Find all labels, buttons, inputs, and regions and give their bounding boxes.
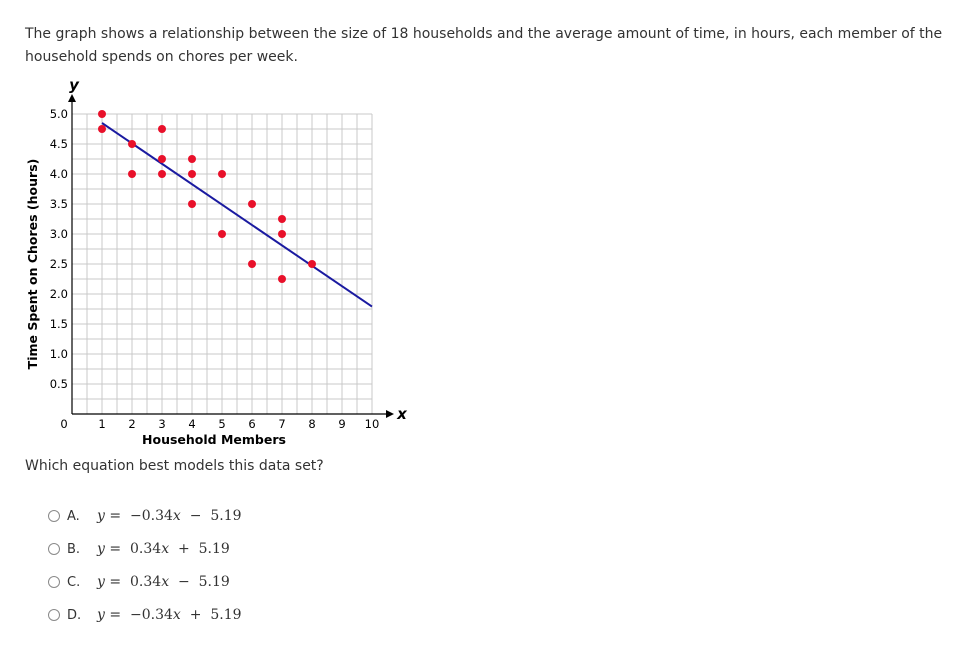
data-point	[248, 200, 256, 208]
x-tick-label: 0	[60, 417, 68, 431]
data-point	[158, 125, 166, 133]
x-tick-label: 3	[158, 417, 166, 431]
x-axis-letter: x	[397, 405, 407, 423]
y-axis-letter: y	[69, 76, 79, 94]
x-tick-label: 7	[278, 417, 286, 431]
x-tick-label: 5	[218, 417, 226, 431]
x-tick-label: 2	[128, 417, 136, 431]
x-axis-arrow	[386, 410, 394, 418]
choice-equation: y = 0.34x − 5.19	[97, 574, 230, 590]
choice-d[interactable]	[48, 603, 308, 627]
y-tick-label: 4.0	[49, 167, 68, 181]
data-point	[278, 275, 286, 283]
choice-letter: A.	[67, 508, 80, 524]
x-tick-label: 6	[248, 417, 256, 431]
y-tick-label: 1.0	[49, 347, 68, 361]
x-tick-label: 8	[308, 417, 316, 431]
data-point	[248, 260, 256, 268]
data-point	[218, 230, 226, 238]
x-axis-title: Household Members	[142, 432, 286, 447]
y-tick-label: 4.5	[49, 137, 68, 151]
y-tick-label: 5.0	[49, 107, 68, 121]
data-point	[278, 215, 286, 223]
y-tick-label: 1.5	[49, 317, 68, 331]
choice-letter: C.	[67, 574, 81, 590]
choice-equation: y = 0.34x + 5.19	[97, 541, 230, 557]
data-point	[128, 140, 136, 148]
y-axis-title: Time Spent on Chores (hours)	[25, 158, 40, 370]
x-tick-label: 9	[338, 417, 346, 431]
radio-d[interactable]	[48, 609, 60, 621]
y-tick-label: 3.0	[49, 227, 68, 241]
y-axis-arrow	[68, 94, 76, 102]
data-point	[188, 155, 196, 163]
choice-c[interactable]	[48, 570, 308, 594]
choice-equation: y = −0.34x − 5.19	[97, 508, 242, 524]
data-point	[188, 170, 196, 178]
x-tick-label: 4	[188, 417, 196, 431]
x-tick-label: 1	[98, 417, 106, 431]
data-point	[278, 230, 286, 238]
y-tick-label: 0.5	[49, 377, 68, 391]
choice-a[interactable]	[48, 504, 308, 528]
data-point	[218, 170, 226, 178]
prompt-text: Which equation best models this data set?	[25, 458, 324, 474]
y-tick-label: 3.5	[49, 197, 68, 211]
y-tick-label: 2.5	[49, 257, 68, 271]
plot-grid	[72, 114, 372, 414]
data-point	[98, 110, 106, 118]
radio-c[interactable]	[48, 576, 60, 588]
data-point	[308, 260, 316, 268]
data-point	[158, 155, 166, 163]
choice-equation: y = −0.34x + 5.19	[97, 607, 242, 623]
y-tick-label: 2.0	[49, 287, 68, 301]
radio-b[interactable]	[48, 543, 60, 555]
choice-letter: D.	[67, 607, 82, 623]
choice-letter: B.	[67, 541, 81, 557]
radio-a[interactable]	[48, 510, 60, 522]
choice-b[interactable]	[48, 537, 308, 561]
data-point	[128, 170, 136, 178]
x-tick-label: 10	[364, 417, 380, 431]
data-point	[158, 170, 166, 178]
data-point	[188, 200, 196, 208]
data-point	[98, 125, 106, 133]
question-text: The graph shows a relationship between the size of 18 households and the average amount of time, in hours, each member of the household spends on chores per week.	[25, 26, 943, 65]
tick-labels	[25, 107, 379, 447]
